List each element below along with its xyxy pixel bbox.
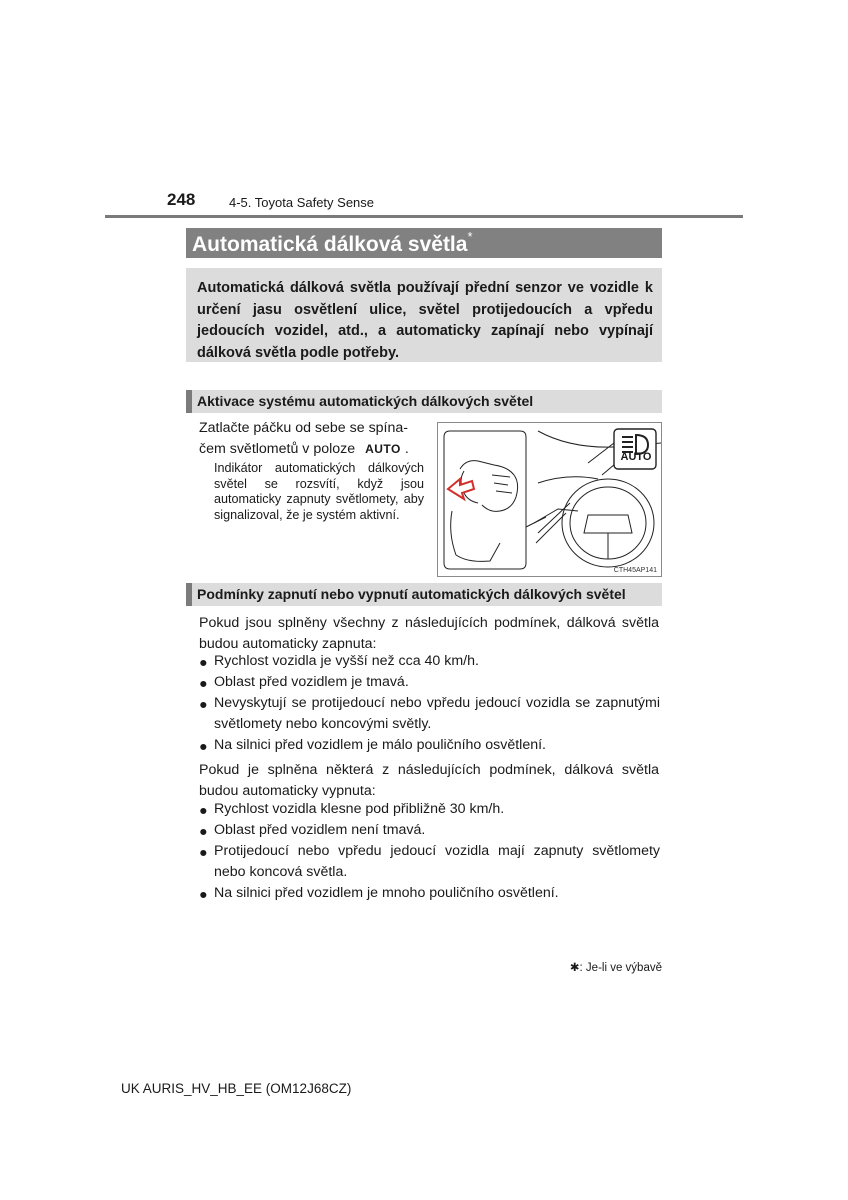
figure-code: CTH45AP141: [613, 567, 657, 574]
on-conditions-intro: Pokud jsou splněny všechny z následujících podmínek, dálková světla budou automaticky zapnuta:: [199, 615, 659, 652]
activation-instruction: [199, 418, 425, 460]
bullet: ●: [199, 803, 208, 819]
header-rule: [105, 215, 743, 218]
bullet: ●: [199, 845, 208, 861]
title-bar: [186, 228, 662, 258]
instruction-line-2-end: .: [404, 441, 409, 457]
section-heading-conditions-text: Podmínky zapnutí nebo vypnutí automatických dálkových světel: [197, 586, 626, 602]
off-conditions-intro: Pokud je splněna některá z následujících podmínek, dálková světla budou automaticky vypnuta:: [199, 762, 659, 799]
instruction-line-2: [199, 439, 425, 460]
chapter-title: 4-5. Toyota Safety Sense: [229, 195, 375, 210]
page-title: [192, 231, 473, 257]
page-title-text: Automatická dálková světla: [192, 233, 468, 256]
section-heading-activation: [186, 390, 662, 413]
bullet: ●: [199, 824, 208, 840]
intro-text: Automatická dálková světla používají přední senzor ve vozidle k určení jasu osvětlení ulice, světel protijedoucích a vpředu jedoucích vozidel, atd., a automaticky zapínají nebo vypínají dálková světla podle potřeby.: [197, 280, 653, 361]
off-item-3: Protijedoucí nebo vpředu jedoucí vozidla mají zapnuty světlomety nebo koncová světla.: [214, 843, 660, 880]
auto-label: AUTO: [365, 442, 401, 456]
model-code: UK AURIS_HV_HB_EE (OM12J68CZ): [121, 1081, 352, 1096]
off-item-1: Rychlost vozidla klesne pod přibližně 30 km/h.: [214, 801, 505, 817]
bullet: ●: [199, 655, 208, 671]
instruction-line-1: Zatlačte páčku od sebe se spína-: [199, 420, 408, 436]
off-item-4: Na silnici před vozidlem je mnoho pouličního osvětlení.: [214, 885, 559, 901]
footnote: ✱: Je-li ve výbavě: [569, 962, 662, 974]
bullet: ●: [199, 887, 208, 903]
lever-illustration: [438, 423, 661, 576]
off-item-2: Oblast před vozidlem není tmavá.: [214, 822, 426, 838]
title-asterisk: *: [467, 229, 473, 244]
indicator-note: Indikátor automatických dálkových světel se rozsvítí, když jsou automaticky zapnuty světlomety, aby signalizoval, že je systém aktivní.: [214, 461, 424, 522]
intro-box: [186, 268, 662, 362]
instruction-line-2-text: čem světlometů v poloze: [199, 441, 356, 457]
steering-lever-figure: [437, 422, 662, 577]
on-item-4: Na silnici před vozidlem je málo pouličního osvětlení.: [214, 737, 546, 753]
bullet: ●: [199, 697, 208, 713]
on-item-2: Oblast před vozidlem je tmavá.: [214, 674, 409, 690]
on-item-1: Rychlost vozidla je vyšší než cca 40 km/h.: [214, 653, 479, 669]
page-number: 248: [167, 190, 196, 209]
on-item-3: Nevyskytují se protijedoucí nebo vpředu jedoucí vozidla se zapnutými světlomety nebo koncovými světly.: [214, 695, 660, 732]
bullet: ●: [199, 739, 208, 755]
auto-indicator-text: AUTO: [620, 451, 652, 463]
section-heading-activation-text: Aktivace systému automatických dálkových světel: [197, 393, 534, 409]
bullet: ●: [199, 676, 208, 692]
section-heading-conditions: [186, 583, 662, 606]
